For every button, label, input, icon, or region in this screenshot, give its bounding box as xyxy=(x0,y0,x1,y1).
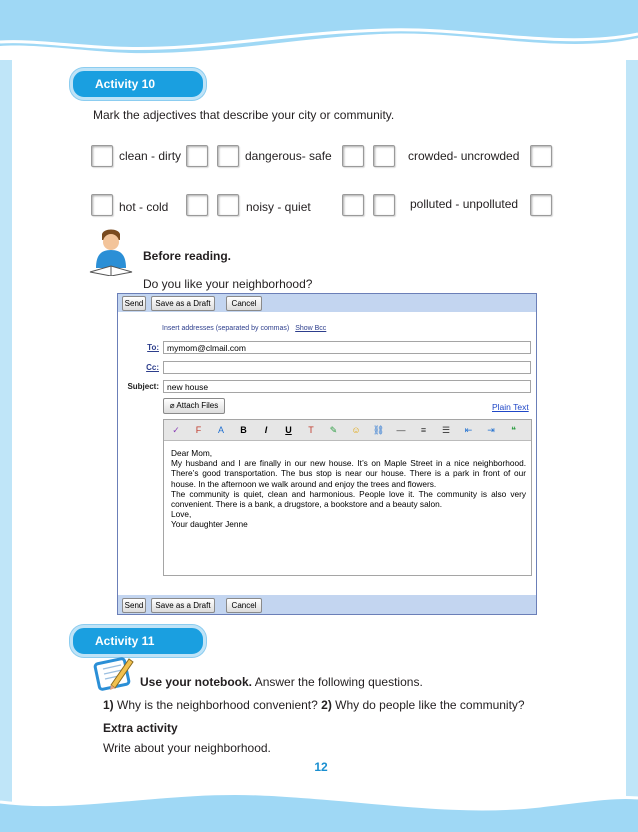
adjective-dangerous-safe: dangerous- safe xyxy=(245,149,332,163)
checkbox-crowded-uncrowded-left[interactable] xyxy=(373,145,395,167)
email-compose-window xyxy=(117,293,537,615)
show-bcc-link[interactable]: Show Bcc xyxy=(295,325,327,332)
bold-icon[interactable]: B xyxy=(240,425,247,435)
message-line: Your daughter Jenne xyxy=(171,519,248,530)
checkbox-clean-dirty-right[interactable] xyxy=(186,145,208,167)
extra-activity-text: Write about your neighborhood. xyxy=(103,741,271,755)
message-editor[interactable] xyxy=(163,419,532,576)
formatting-toolbar xyxy=(164,420,531,441)
address-hint-text: Insert addresses (separated by commas) xyxy=(162,325,290,332)
adjective-polluted-unpolluted: polluted - unpolluted xyxy=(410,197,519,211)
text-color-icon[interactable]: T xyxy=(308,425,314,435)
checkbox-clean-dirty-left[interactable] xyxy=(91,145,113,167)
font-size-icon[interactable]: A xyxy=(217,425,224,435)
q2-text: Why do people like the community? xyxy=(331,698,525,712)
message-line: Love, xyxy=(171,509,192,520)
plain-text-link[interactable]: Plain Text xyxy=(492,402,529,412)
message-line: Dear Mom, xyxy=(171,448,213,458)
q1-text: Why is the neighborhood convenient? xyxy=(113,698,318,712)
checkbox-noisy-quiet-left[interactable] xyxy=(217,194,239,216)
to-field[interactable]: mymom@clmail.com xyxy=(163,341,531,354)
quote-icon[interactable]: ❝ xyxy=(511,425,516,435)
q2-number: 2) xyxy=(321,698,332,712)
reading-boy-icon xyxy=(88,228,134,276)
subject-field[interactable]: new house xyxy=(163,380,531,393)
italic-icon[interactable]: I xyxy=(264,425,268,435)
adjective-hot-cold: hot - cold xyxy=(119,200,169,214)
checkbox-hot-cold-left[interactable] xyxy=(91,194,113,216)
email-top-toolbar xyxy=(118,294,536,312)
activity-10-instruction: Mark the adjectives that describe your city or community. xyxy=(93,108,395,122)
checkbox-dangerous-safe-left[interactable] xyxy=(217,145,239,167)
email-bottom-toolbar xyxy=(118,595,536,614)
activity-11-questions xyxy=(103,698,525,712)
toolbar-icon-row xyxy=(168,422,528,438)
link-icon[interactable]: ⛓ xyxy=(372,425,385,435)
checkbox-dangerous-safe-right[interactable] xyxy=(342,145,364,167)
footer-wave-background xyxy=(0,772,638,832)
indent-icon[interactable]: ⇥ xyxy=(487,425,495,435)
adjective-crowded-uncrowded: crowded- uncrowded xyxy=(408,149,520,163)
cancel-button[interactable]: Cancel xyxy=(226,296,262,311)
checkbox-polluted-unpolluted-right[interactable] xyxy=(530,194,552,216)
send-button-bottom[interactable]: Send xyxy=(122,598,146,613)
activity-10-badge: Activity 10 xyxy=(70,68,206,100)
cc-field[interactable] xyxy=(163,361,531,374)
underline-icon[interactable]: U xyxy=(285,425,292,435)
cc-label: Cc: xyxy=(146,363,159,372)
address-hint xyxy=(162,325,326,332)
adjective-clean-dirty: clean - dirty xyxy=(119,149,182,163)
activity-11-instruction xyxy=(140,675,423,689)
checkbox-noisy-quiet-right[interactable] xyxy=(342,194,364,216)
save-draft-button-bottom[interactable]: Save as a Draft xyxy=(151,598,215,613)
activity-11-badge: Activity 11 xyxy=(70,625,206,657)
message-line: The community is quiet, clean and harmonious. People love it. The community is also very convenient. There is a bank, a drugstore, a bookstore and a beauty salon. xyxy=(171,488,526,510)
instruction-rest: Answer the following questions. xyxy=(252,675,423,689)
adjective-noisy-quiet: noisy - quiet xyxy=(246,200,311,214)
message-line: My husband and I are finally in our new house. It’s on Maple Street in a nice neighborhood. There’s good transportation. The bus stop is near our house. There is a park in front of our house. In the afternoon we walk around and enjoy the trees and flowers. xyxy=(171,458,526,489)
spell-check-icon[interactable]: ✓ xyxy=(172,425,180,435)
horizontal-rule-icon[interactable]: — xyxy=(396,425,406,435)
q1-number: 1) xyxy=(103,698,114,712)
cancel-button-bottom[interactable]: Cancel xyxy=(226,598,262,613)
attach-files-button[interactable] xyxy=(163,398,225,414)
emoticon-icon[interactable]: ☺ xyxy=(351,425,361,435)
extra-activity-title: Extra activity xyxy=(103,721,178,735)
notebook-pencil-icon xyxy=(93,655,135,693)
right-margin-stripe xyxy=(626,60,638,832)
before-reading-question: Do you like your neighborhood? xyxy=(143,277,313,291)
numbered-list-icon[interactable]: ≡ xyxy=(420,425,427,435)
page-number: 12 xyxy=(314,760,328,774)
subject-label: Subject: xyxy=(127,382,159,391)
checkbox-hot-cold-right[interactable] xyxy=(186,194,208,216)
to-label: To: xyxy=(147,343,159,352)
attach-files-label: Attach Files xyxy=(176,401,219,410)
checkbox-polluted-unpolluted-left[interactable] xyxy=(373,194,395,216)
highlight-icon[interactable]: ✎ xyxy=(329,425,338,435)
instruction-bold: Use your notebook. xyxy=(140,675,253,689)
before-reading-title: Before reading. xyxy=(143,249,232,263)
checkbox-crowded-uncrowded-right[interactable] xyxy=(530,145,552,167)
outdent-icon[interactable]: ⇤ xyxy=(464,425,473,435)
message-body xyxy=(171,448,526,530)
paperclip-icon: ⌀ xyxy=(169,401,175,410)
save-draft-button[interactable]: Save as a Draft xyxy=(151,296,215,311)
font-icon[interactable]: F xyxy=(195,425,202,435)
left-margin-stripe xyxy=(0,60,12,832)
bullet-list-icon[interactable]: ☰ xyxy=(441,425,451,435)
send-button[interactable]: Send xyxy=(122,296,146,311)
